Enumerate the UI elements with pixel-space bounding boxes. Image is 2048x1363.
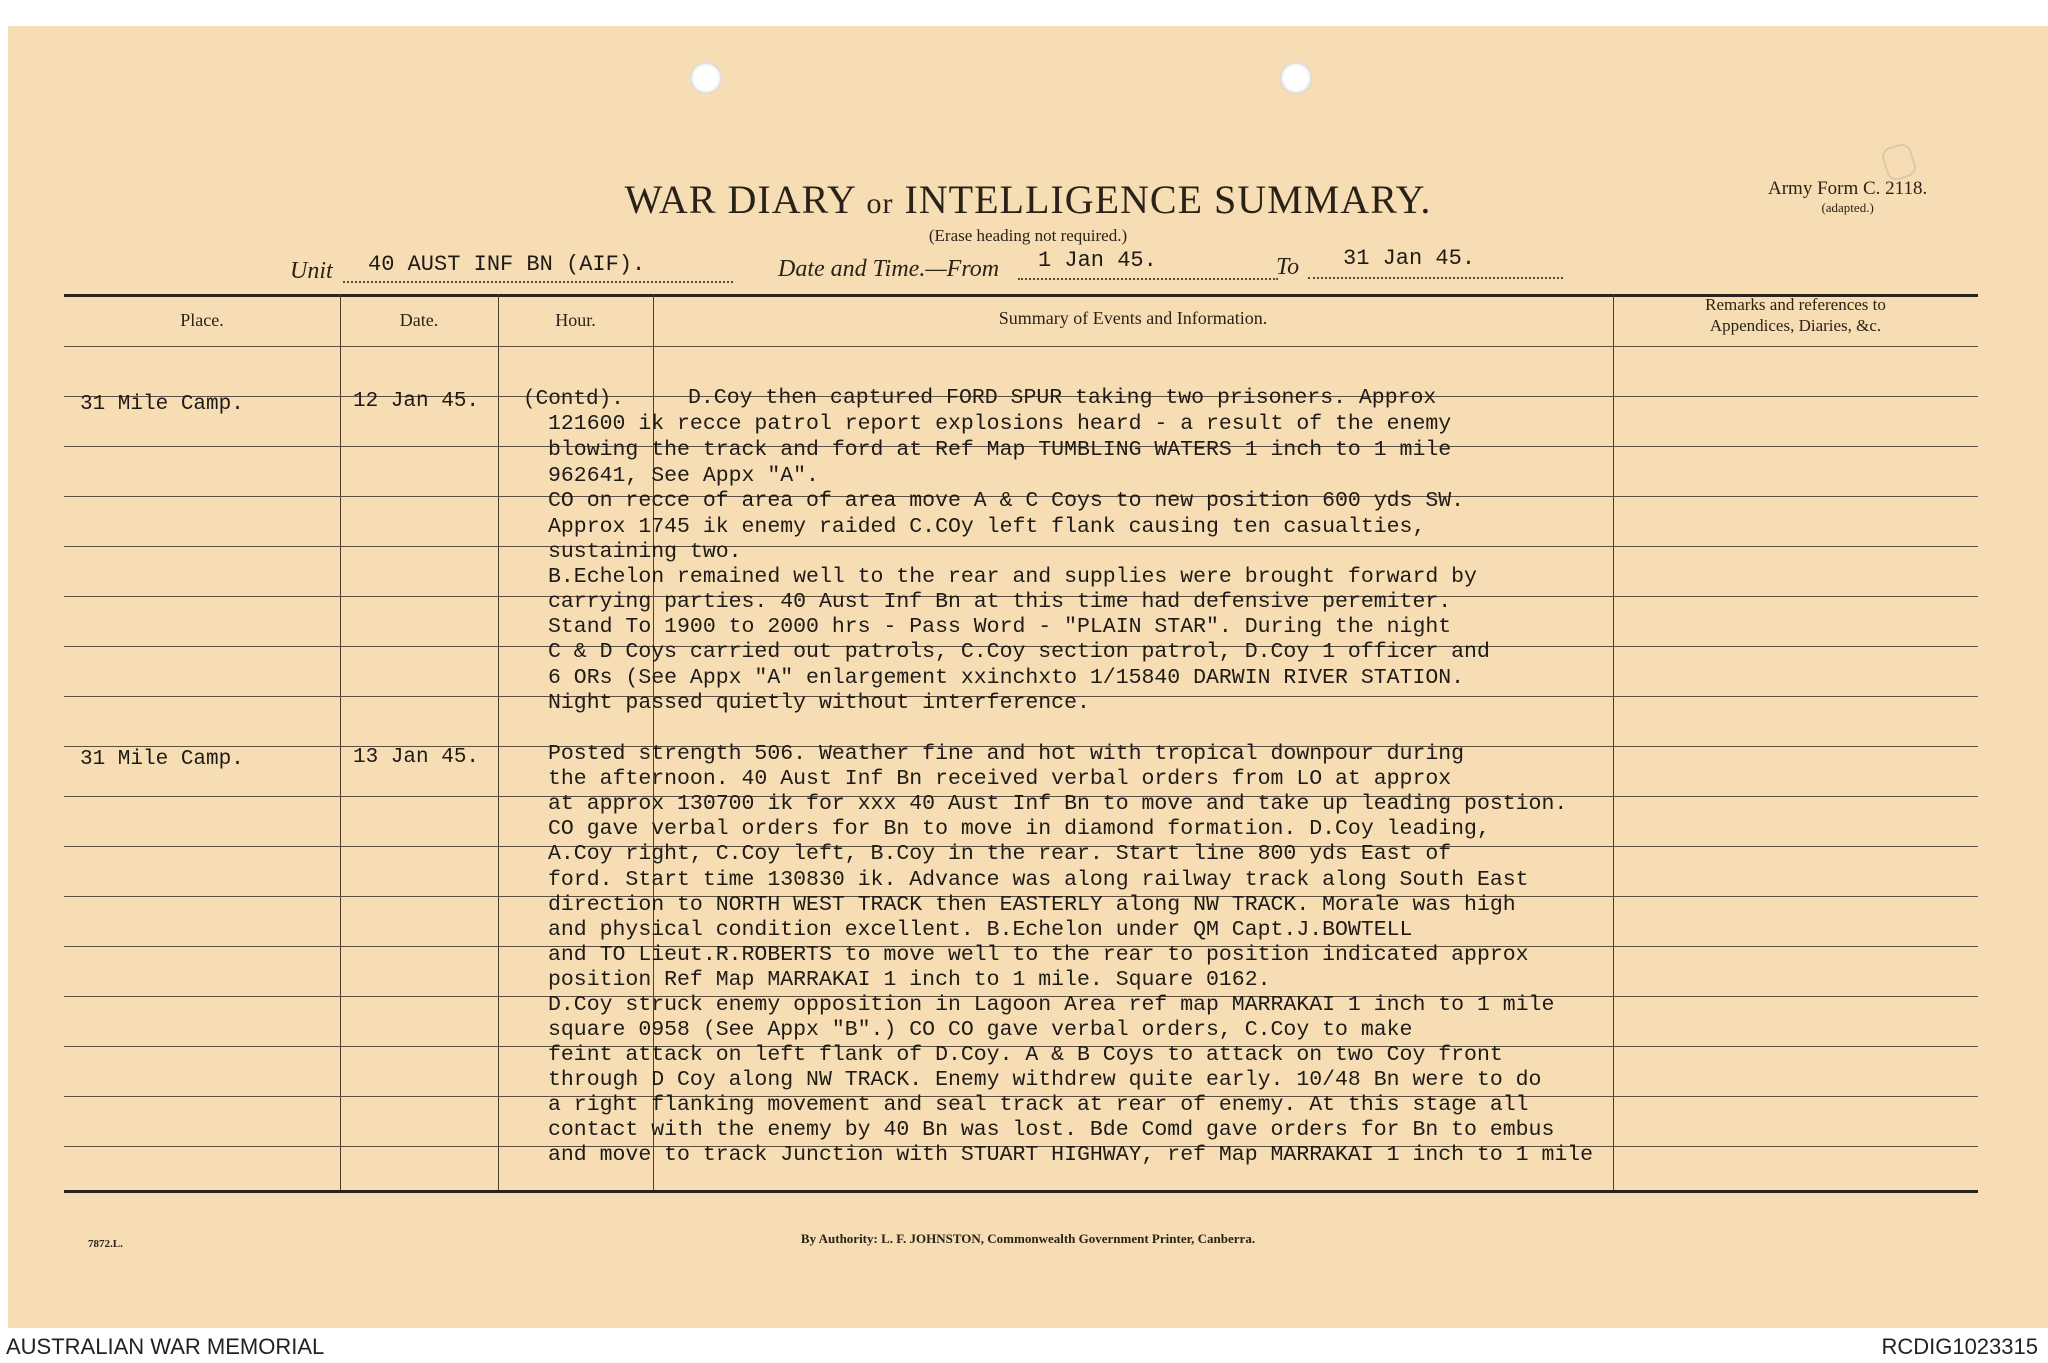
entry-1-summary-line: D.Coy then captured FORD SPUR taking two prisoners. Approx <box>688 386 1437 410</box>
table-bottom-border <box>64 1190 1978 1193</box>
column-header-remarks <box>1613 294 1978 336</box>
date-from-value: 1 Jan 45. <box>1038 248 1157 273</box>
entry-2-summary-line: direction to NORTH WEST TRACK then EASTERLY along NW TRACK. Morale was high <box>548 893 1516 917</box>
entry-2-summary-line: and physical condition excellent. B.Echelon under QM Capt.J.BOWTELL <box>548 918 1413 942</box>
printer-authority: By Authority: L. F. JOHNSTON, Commonwealth Government Printer, Canberra. <box>800 1231 1256 1246</box>
title-or: or <box>866 187 894 220</box>
entry-1-place: 31 Mile Camp. <box>80 393 244 416</box>
entry-2-summary-line: A.Coy right, C.Coy left, B.Coy in the rear. Start line 800 yds East of <box>548 842 1452 866</box>
remarks-header-line-1: Remarks and references to <box>1705 295 1886 314</box>
date-to-dotted-line <box>1308 277 1563 279</box>
column-header-summary: Summary of Events and Information. <box>998 308 1268 328</box>
entry-1-summary-line: CO on recce of area of area move A & C Coys to new position 600 yds SW. <box>548 489 1465 513</box>
entry-2-place: 31 Mile Camp. <box>80 748 244 771</box>
date-from-dotted-line <box>1018 278 1278 280</box>
entry-1-summary-line: Night passed quietly without interference. <box>548 691 1090 715</box>
entry-2-summary-line: contact with the enemy by 40 Bn was lost. Bde Comd gave orders for Bn to embus <box>548 1118 1555 1142</box>
entry-1-date: 12 Jan 45. <box>353 390 480 413</box>
entry-2-summary-line: CO gave verbal orders for Bn to move in diamond formation. D.Coy leading, <box>548 817 1490 841</box>
archive-strip <box>0 1328 2048 1363</box>
date-to-label: To <box>1276 254 1300 280</box>
column-divider-1 <box>340 294 341 1190</box>
entry-2-summary-line: at approx 130700 ik for xxx 40 Aust Inf Bn to move and take up leading postion. <box>548 792 1568 816</box>
punch-hole-right <box>1280 62 1312 94</box>
entry-2-summary-line: D.Coy struck enemy opposition in Lagoon Area ref map MARRAKAI 1 inch to 1 mile <box>548 993 1555 1017</box>
ruled-line <box>64 546 1978 547</box>
form-title <box>8 176 2048 223</box>
entry-2-summary-line: through D Coy along NW TRACK. Enemy withdrew quite early. 10/48 Bn were to do <box>548 1068 1542 1092</box>
entry-2-date: 13 Jan 45. <box>353 746 480 769</box>
date-from-label: Date and Time.—From <box>778 256 1000 282</box>
entry-1-summary-line: carrying parties. 40 Aust Inf Bn at this time had defensive peremiter. <box>548 590 1452 614</box>
entry-2-summary-line: ford. Start time 130830 ik. Advance was along railway track along South East <box>548 868 1529 892</box>
form-subtitle: (Erase heading not required.) <box>928 226 1128 245</box>
unit-dotted-line <box>343 281 733 283</box>
entry-2-summary-line: square 0958 (See Appx "B".) CO CO gave verbal orders, C.Coy to make <box>548 1018 1413 1042</box>
column-divider-4 <box>1613 294 1614 1190</box>
column-header-hour: Hour. <box>555 310 596 330</box>
entry-1-summary-line: 6 ORs (See Appx "A" enlargement xxinchxto 1/15840 DARWIN RIVER STATION. <box>548 666 1465 690</box>
entry-2-summary-line: the afternoon. 40 Aust Inf Bn received verbal orders from LO at approx <box>548 767 1452 791</box>
entry-2-summary-line: a right flanking movement and seal track at rear of enemy. At this stage all <box>548 1093 1529 1117</box>
entry-1-summary-line: 962641, See Appx "A". <box>548 464 819 488</box>
entry-2-summary-line: position Ref Map MARRAKAI 1 inch to 1 mile. Square 0162. <box>548 968 1271 992</box>
entry-1-summary-line: C & D Coys carried out patrols, C.Coy section patrol, D.Coy 1 officer and <box>548 640 1490 664</box>
title-part-2: INTELLIGENCE SUMMARY. <box>904 177 1432 222</box>
entry-1-summary-line: B.Echelon remained well to the rear and supplies were brought forward by <box>548 565 1477 589</box>
form-code: 7872.L. <box>88 1238 123 1250</box>
title-part-1: WAR DIARY <box>624 177 856 222</box>
army-form-number <box>1768 178 1927 216</box>
archive-name: AUSTRALIAN WAR MEMORIAL <box>6 1334 325 1359</box>
diary-sheet <box>8 26 2048 1328</box>
entry-1-summary-line: 121600 ik recce patrol report explosions heard - a result of the enemy <box>548 412 1452 436</box>
column-divider-2 <box>498 294 499 1190</box>
entry-1-summary-line: Stand To 1900 to 2000 hrs - Pass Word - "PLAIN STAR". During the night <box>548 615 1452 639</box>
remarks-header-line-2: Appendices, Diaries, &c. <box>1709 316 1882 335</box>
punch-hole-left <box>690 62 722 94</box>
archive-reference: RCDIG1023315 <box>1881 1334 2038 1359</box>
table-header-border <box>64 346 1978 347</box>
entry-1-hour: (Contd). <box>523 388 624 411</box>
unit-label: Unit <box>290 258 333 284</box>
entry-1-summary-line: sustaining two. <box>548 540 742 564</box>
entry-2-summary-line: and TO Lieut.R.ROBERTS to move well to the rear to position indicated approx <box>548 943 1529 967</box>
entry-2-summary-line: Posted strength 506. Weather fine and hot with tropical downpour during <box>548 742 1465 766</box>
date-to-value: 31 Jan 45. <box>1343 246 1476 271</box>
unit-value: 40 AUST INF BN (AIF). <box>368 252 646 277</box>
army-form-note: (adapted.) <box>1821 200 1874 215</box>
entry-2-summary-line: feint attack on left flank of D.Coy. A & B Coys to attack on two Coy front <box>548 1043 1503 1067</box>
column-header-date: Date. <box>399 310 439 330</box>
army-form-label: Army Form C. 2118. <box>1768 178 1928 199</box>
entry-1-summary-line: blowing the track and ford at Ref Map TUMBLING WATERS 1 inch to 1 mile <box>548 438 1452 462</box>
entry-2-summary-line: and move to track Junction with STUART HIGHWAY, ref Map MARRAKAI 1 inch to 1 mile <box>548 1143 1594 1167</box>
column-header-place: Place. <box>180 310 224 330</box>
entry-1-summary-line: Approx 1745 ik enemy raided C.COy left flank causing ten casualties, <box>548 515 1426 539</box>
